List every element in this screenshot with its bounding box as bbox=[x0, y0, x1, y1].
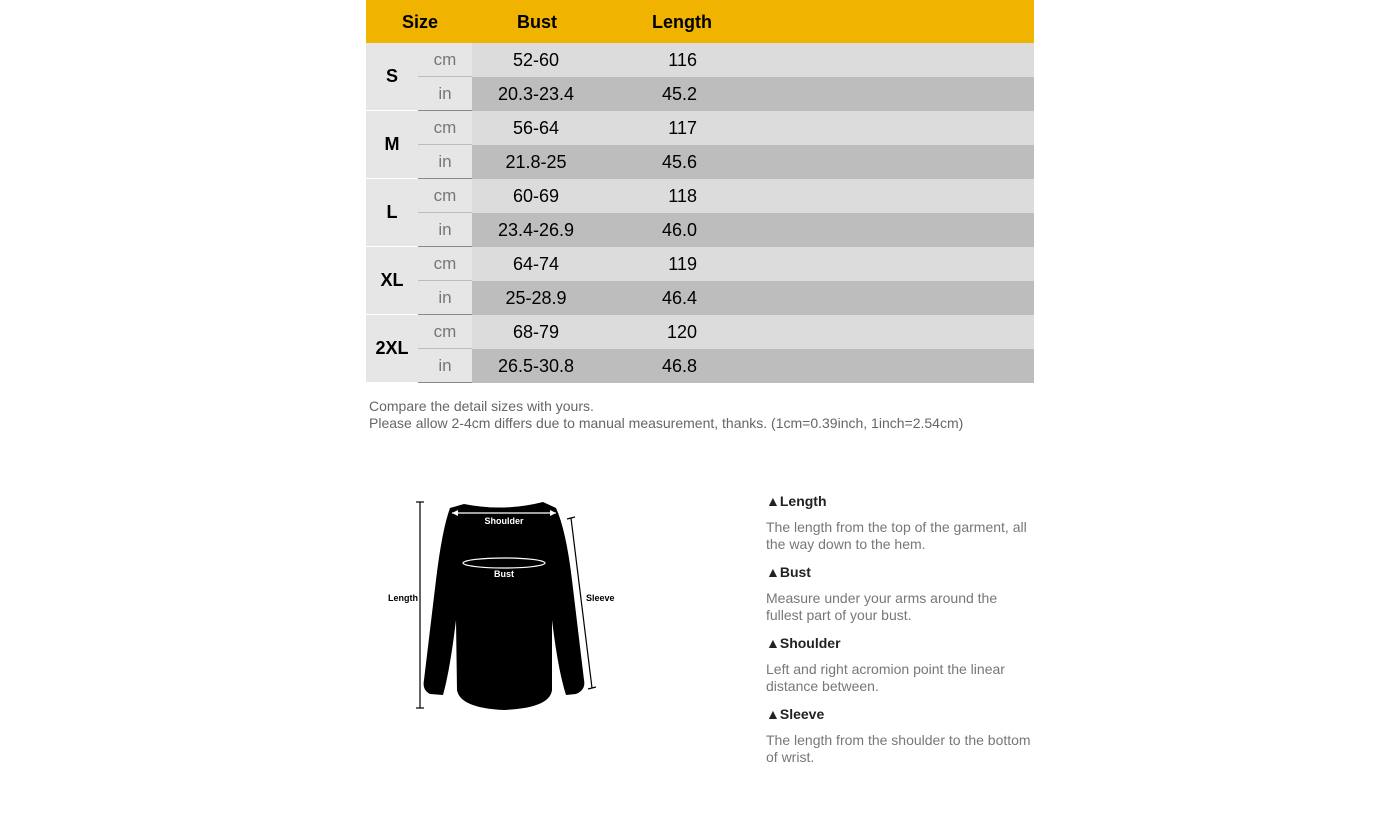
length-cell: 119 bbox=[668, 254, 697, 274]
bust-cell: 20.3-23.4 bbox=[497, 84, 575, 104]
unit-cell: cm bbox=[418, 111, 472, 145]
desc-text: The length from the top of the garment, all the way down to the hem. bbox=[766, 519, 1027, 552]
bust-cell: 26.5-30.8 bbox=[497, 356, 575, 376]
size-label: L bbox=[366, 179, 418, 247]
size-group-m bbox=[366, 111, 1034, 179]
header-length: Length bbox=[652, 12, 712, 32]
unit-cell: in bbox=[418, 213, 472, 247]
bust-cell: 23.4-26.9 bbox=[497, 220, 575, 240]
size-label: S bbox=[366, 43, 418, 111]
bust-cell: 68-79 bbox=[512, 322, 560, 342]
unit-cell: in bbox=[418, 77, 472, 111]
table-row bbox=[418, 145, 1034, 179]
size-group-l bbox=[366, 179, 1034, 247]
desc-title: ▲Shoulder bbox=[766, 635, 841, 651]
bust-cell: 25-28.9 bbox=[505, 288, 567, 308]
note-compare: Compare the detail sizes with yours. bbox=[369, 398, 594, 414]
bust-cell: 52-60 bbox=[512, 50, 560, 70]
length-cell: 45.6 bbox=[661, 152, 697, 172]
table-row bbox=[418, 43, 1034, 77]
length-cell: 117 bbox=[668, 118, 697, 138]
desc-text: Measure under your arms around the fullest part of your bust. bbox=[766, 590, 998, 623]
desc-text: The length from the shoulder to the bottom of wrist. bbox=[766, 732, 1031, 765]
size-label: M bbox=[366, 111, 418, 179]
table-row bbox=[418, 179, 1034, 213]
label-bust: Bust bbox=[494, 569, 514, 579]
label-length: Length bbox=[388, 593, 418, 603]
unit-cell: cm bbox=[418, 179, 472, 213]
length-cell: 120 bbox=[666, 322, 697, 342]
unit-cell: cm bbox=[418, 247, 472, 281]
desc-length bbox=[766, 493, 1036, 553]
desc-shoulder bbox=[766, 635, 1036, 695]
header-bust: Bust bbox=[517, 12, 557, 32]
table-row bbox=[418, 77, 1034, 111]
bust-cell: 56-64 bbox=[512, 118, 560, 138]
size-group-xl bbox=[366, 247, 1034, 315]
table-row bbox=[418, 315, 1034, 349]
note-allowance: Please allow 2-4cm differs due to manual measurement, thanks. (1cm=0.39inch, 1inch=2.54cm) bbox=[369, 415, 964, 431]
label-sleeve: Sleeve bbox=[586, 593, 615, 603]
desc-title: ▲Sleeve bbox=[766, 706, 825, 722]
unit-cell: cm bbox=[418, 315, 472, 349]
sweater-silhouette bbox=[424, 502, 585, 710]
unit-cell: in bbox=[418, 281, 472, 315]
length-cell: 118 bbox=[668, 186, 697, 206]
length-cell: 116 bbox=[668, 50, 697, 70]
label-shoulder: Shoulder bbox=[484, 516, 524, 526]
length-cell: 46.0 bbox=[661, 220, 697, 240]
length-cell: 46.8 bbox=[661, 356, 697, 376]
header-size: Size bbox=[402, 12, 439, 32]
table-row bbox=[418, 247, 1034, 281]
unit-cell: cm bbox=[418, 43, 472, 77]
bust-cell: 60-69 bbox=[512, 186, 560, 206]
size-label: 2XL bbox=[366, 315, 418, 383]
length-cell: 46.4 bbox=[661, 288, 697, 308]
desc-text: Left and right acromion point the linear distance between. bbox=[766, 661, 1005, 694]
length-cell: 45.2 bbox=[661, 84, 697, 104]
bust-cell: 21.8-25 bbox=[505, 152, 567, 172]
table-row bbox=[418, 349, 1034, 383]
desc-title: ▲Length bbox=[766, 493, 827, 509]
desc-bust bbox=[766, 564, 1036, 624]
size-label: XL bbox=[366, 247, 418, 315]
table-row bbox=[418, 281, 1034, 315]
table-header bbox=[366, 0, 1034, 43]
table-row bbox=[418, 213, 1034, 247]
size-chart-table bbox=[366, 0, 1034, 383]
size-group-s bbox=[366, 43, 1034, 111]
desc-sleeve bbox=[766, 706, 1036, 766]
bust-cell: 64-74 bbox=[512, 254, 560, 274]
table-row bbox=[418, 111, 1034, 145]
size-group-2xl bbox=[366, 315, 1034, 383]
garment-measurement-diagram bbox=[380, 490, 620, 720]
unit-cell: in bbox=[418, 349, 472, 383]
desc-title: ▲Bust bbox=[766, 564, 811, 580]
unit-cell: in bbox=[418, 145, 472, 179]
